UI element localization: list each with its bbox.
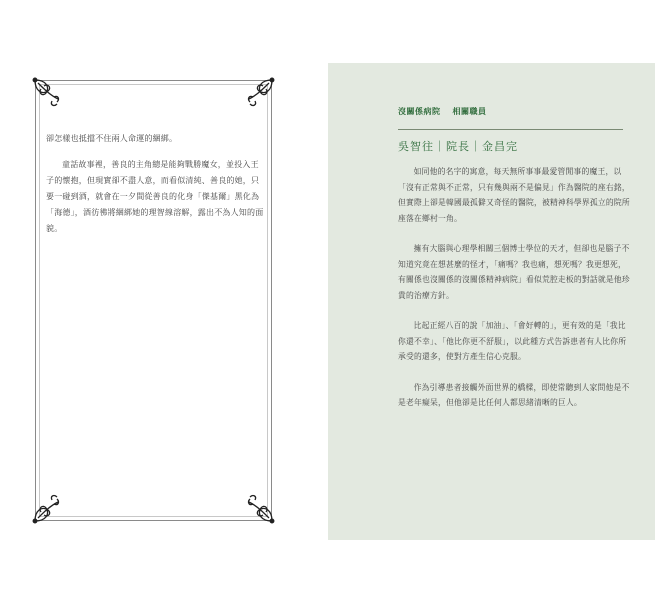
right-paragraph: 作為引導患者接觸外面世界的橋樑，即使常聽到人家問他是不是老年癡呆，但他卻是比任何人都思緒清晰的巨人。 bbox=[398, 382, 630, 407]
left-paragraph: 卻怎樣也抵擋不住兩人命運的綑綁。 bbox=[46, 134, 178, 143]
right-paragraph: 比起正經八百的說「加油」、「會好轉的」，更有效的是「我比你還不幸」、「他比你更不舒服」，以此種方式告訴患者有人比你所承受的還多，使對方產生信心克服。 bbox=[398, 321, 627, 361]
section-label-hospital: 沒關係病院 bbox=[398, 106, 441, 116]
divider bbox=[398, 129, 623, 130]
corner-flourish-icon bbox=[235, 77, 275, 117]
section-label-staff: 相關職員 bbox=[452, 106, 487, 116]
corner-flourish-icon bbox=[235, 484, 275, 524]
right-paragraph: 擁有大腦與心理學相關三個博士學位的天才，但卻也是腦子不知道究竟在想甚麼的怪才，「痛嗎？我也痛，想死嗎？我更想死，有關係也沒關係的沒關係精神病院」看似荒腔走板的對話就是他珍貴的治療方針。 bbox=[398, 244, 630, 300]
right-page bbox=[328, 63, 655, 540]
left-page-text bbox=[46, 131, 265, 247]
character-title: 吳智往｜院長｜金昌完 bbox=[398, 140, 518, 153]
corner-flourish-icon bbox=[32, 77, 72, 117]
right-page-text bbox=[398, 164, 633, 426]
right-paragraph: 如同他的名字的寓意，每天無所事事最愛管閒事的魔王，以「沒有正常與不正常，只有幾與兩不是偏見」作為醫院的座右銘，但實際上卻是韓國最孤僻又奇怪的醫院，被精神科學界孤立的院所座落在鄉村一角。 bbox=[398, 167, 630, 223]
section-label bbox=[398, 106, 487, 117]
left-paragraph: 童話故事裡，善良的主角總是能夠戰勝魔女，並投入王子的懷抱，但現實卻不盡人意，而看似清純、善良的她，只要一碰到酒，就會在一夕間從善良的化身「傑基爾」黑化為「海德」，酒彷彿將綑綁她的理智線溶解，露出不為人知的面貌。 bbox=[46, 160, 264, 233]
corner-flourish-icon bbox=[32, 484, 72, 524]
